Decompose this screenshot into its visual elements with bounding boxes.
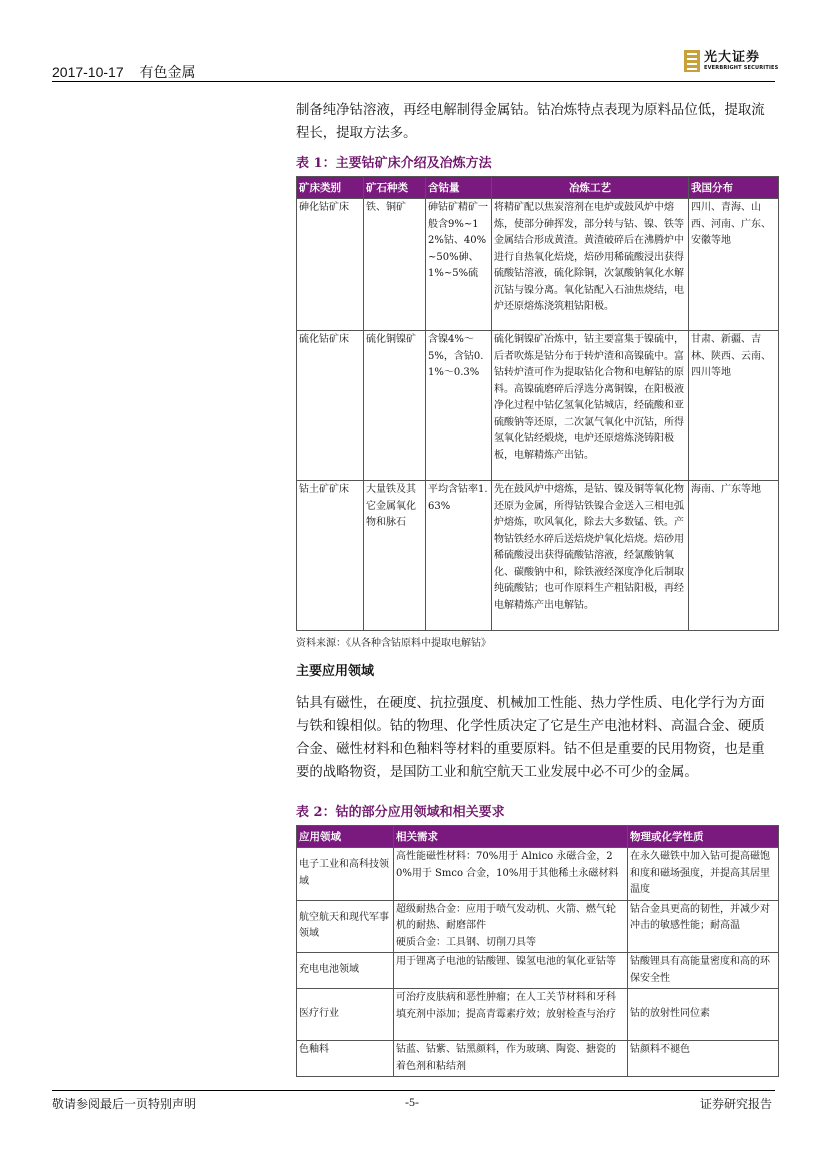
intro-paragraph: 制备纯净钴溶液，再经电解制得金属钴。钴冶炼特点表现为原料品位低，提取流程长，提取方法多。 <box>296 103 765 141</box>
table1-cell: 砷钴矿精矿一般含9%~12%钴、40%~50%砷、1%~5%硫 <box>426 199 492 331</box>
table1-header-cell: 我国分布 <box>689 177 779 199</box>
table-row <box>297 199 779 331</box>
table2-header-cell: 相关需求 <box>394 826 628 848</box>
table2-cell: 医疗行业 <box>297 989 394 1041</box>
table1-header-cell: 冶炼工艺 <box>492 177 689 199</box>
table1-source: 资料来源：《从各种含钴原料中提取电解钴》 <box>296 638 491 649</box>
table1-header-cell: 矿床类别 <box>297 177 364 199</box>
table-row <box>297 848 779 901</box>
report-date: 2017-10-17 <box>52 64 124 80</box>
table1-cell: 大量铁及其它金属氧化物和脉石 <box>364 481 426 631</box>
table2-cell: 可治疗皮肤病和恶性肿瘤；在人工关节材料和牙科填充剂中添加；提高青霉素疗效；放射检查与治疗 <box>394 989 628 1041</box>
table2-cell: 钴蓝、钴紫、钴黑颜料，作为玻璃、陶瓷、搪瓷的着色剂和粘结剂 <box>394 1041 628 1077</box>
table-row <box>297 481 779 631</box>
table2-cell: 超级耐热合金：应用于喷气发动机、火箭、燃气轮机的耐热、耐磨部件 硬质合金：工具钢、切削刀具等 <box>394 900 628 953</box>
table2-cell: 充电电池领域 <box>297 953 394 989</box>
table-row <box>297 953 779 989</box>
brand-name: 光大证券 <box>704 49 761 65</box>
report-sector: 有色金属 <box>139 64 196 80</box>
table1-cell: 硫化铜镍矿 <box>364 331 426 481</box>
table1-header-cell: 含钴量 <box>426 177 492 199</box>
footer-rule <box>52 1090 775 1091</box>
table2-cell: 钴合金具更高的韧性，并减少对冲击的敏感性能；耐高温 <box>628 900 779 953</box>
application-section <box>296 660 778 784</box>
table2-cell: 钴酸锂具有高能量密度和高的环保安全性 <box>628 953 779 989</box>
table2-cell: 航空航天和现代军事领域 <box>297 900 394 953</box>
brand-logo <box>684 50 778 72</box>
table1-cell: 钴土矿矿床 <box>297 481 364 631</box>
section-title: 主要应用领域 <box>296 664 375 679</box>
table-row <box>297 331 779 481</box>
table2 <box>296 825 779 1077</box>
table1-cell: 将精矿配以焦炭溶剂在电炉或鼓风炉中熔炼，使部分砷挥发，部分转与钴、镍、铁等金属结合形成黄渣。黄渣破碎后在沸腾炉中进行自热氧化焙烧，焙砂用稀硫酸浸出获得硫酸钴溶液，硫化除铜，次氯酸钠氧化水解沉钴与镍分离。氧化钴配入石油焦烧结，电炉还原熔炼浇筑粗钴阳极。 <box>492 199 689 331</box>
body-paragraph: 钴具有磁性，在硬度、抗拉强度、机械加工性能、热力学性质、电化学行为方面与铁和镍相似。钴的物理、化学性质决定了它是生产电池材料、高温合金、硬质合金、磁性材料和色釉料等材料的重要原料。钴不但是重要的民用物资，也是重要的战略物资，是国防工业和航空航天工业发展中必不可少的金属。 <box>296 696 765 780</box>
table2-cell: 钴颜料不褪色 <box>628 1041 779 1077</box>
table2-header-cell: 应用领域 <box>297 826 394 848</box>
table-row <box>297 1041 779 1077</box>
table2-cell: 电子工业和高科技领域 <box>297 848 394 901</box>
table1-block <box>296 152 778 649</box>
table1 <box>296 176 779 631</box>
table2-cell: 钴的放射性同位素 <box>628 989 779 1041</box>
table2-cell: 用于锂离子电池的钴酸锂、镍氢电池的氧化亚钴等 <box>394 953 628 989</box>
brand-mark-icon <box>684 50 700 72</box>
header-meta <box>52 62 208 82</box>
table1-cell: 四川、青海、山西、河南、广东、安徽等地 <box>689 199 779 331</box>
header-rule <box>52 81 775 82</box>
table2-header-row <box>297 826 779 848</box>
table1-cell: 先在鼓风炉中熔炼，是钴、镍及铜等氧化物还原为金属，所得钴铁镍合金送入三相电弧炉熔炼，吹风氧化，除去大多数锰、铁。产物钴铁经水碎后送焙烧炉氧化焙烧。焙砂用稀硫酸浸出获得硫酸钴溶液，经氯酸钠氧化、碳酸钠中和，除铁液经深度净化后制取纯硫酸钴；也可作原料生产粗钴阳极，再经电解精炼产出电解钴。 <box>492 481 689 631</box>
table1-cell: 海南、广东等地 <box>689 481 779 631</box>
table2-caption: 表 2：钴的部分应用领域和相关要求 <box>296 805 505 820</box>
table2-cell: 在永久磁铁中加入钴可提高磁饱和度和磁场强度，并提高其居里温度 <box>628 848 779 901</box>
table1-cell: 硫化铜镍矿冶炼中，钴主要富集于镍硫中，后者吹炼是钴分布于转炉渣和高镍硫中。富钴转炉渣可作为提取钴化合物和电解钴的原料。高镍硫磨碎后浮选分离铜镍，在阳极液净化过程中钴亿氢氧化钴城店，经硫酸和亚硫酸钠等还原，二次氯气氧化中沉钴，所得氢氧化钴经煅烧，电炉还原熔炼浇铸阳极板，电解精炼产出钴。 <box>492 331 689 481</box>
table1-cell: 含镍4%～5%，含钴0.1%～0.3% <box>426 331 492 481</box>
table1-cell: 甘肃、新疆、吉林、陕西、云南、四川等地 <box>689 331 779 481</box>
table1-cell: 硫化钴矿床 <box>297 331 364 481</box>
table1-caption: 表 1：主要钴矿床介绍及冶炼方法 <box>296 156 492 171</box>
table-row <box>297 900 779 953</box>
table2-cell: 色釉料 <box>297 1041 394 1077</box>
table2-block <box>296 801 778 1077</box>
table1-cell: 铁、铜矿 <box>364 199 426 331</box>
page-number: -5- <box>405 1095 419 1109</box>
table1-cell: 砷化钴矿床 <box>297 199 364 331</box>
table-row <box>297 989 779 1041</box>
table1-header-cell: 矿石种类 <box>364 177 426 199</box>
footer-report-type: 证券研究报告 <box>700 1097 773 1111</box>
table1-header-row <box>297 177 779 199</box>
table2-header-cell: 物理或化学性质 <box>628 826 779 848</box>
brand-name-en: EVERBRIGHT SECURITIES <box>704 64 779 71</box>
intro-block <box>296 99 778 145</box>
table2-cell: 高性能磁性材料：70%用于 Alnico 永磁合金，20%用于 Smco 合金，10%用于其他稀土永磁材料 <box>394 848 628 901</box>
table1-cell: 平均含钴率1.63% <box>426 481 492 631</box>
footer-disclaimer: 敬请参阅最后一页特别声明 <box>52 1097 197 1111</box>
